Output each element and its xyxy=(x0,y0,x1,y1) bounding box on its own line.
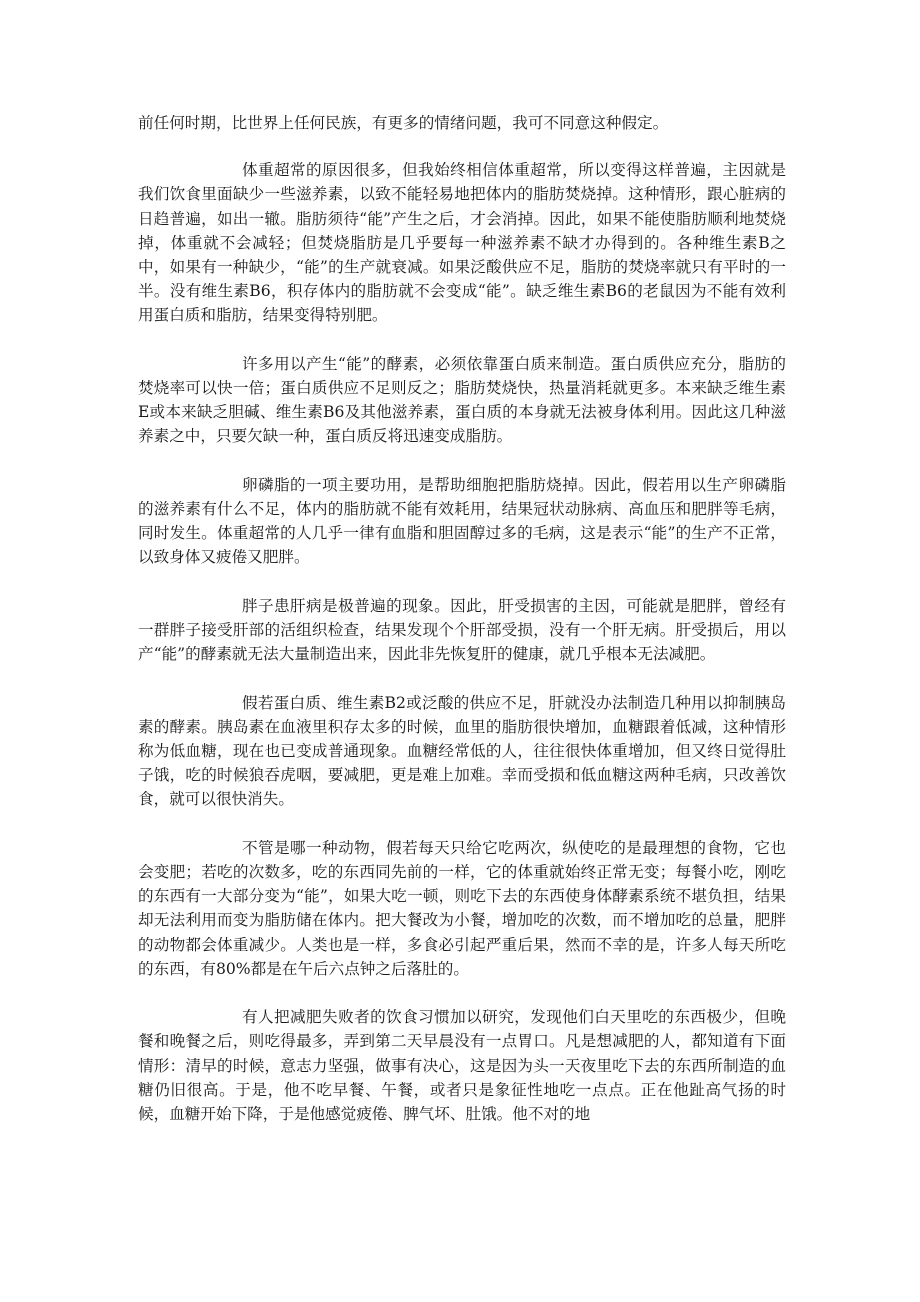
paragraph-1: 前任何时期，比世界上任何民族，有更多的情绪问题，我可不同意这种假定。 xyxy=(138,114,669,132)
paragraph-5: 胖子患肝病是极普遍的现象。因此，肝受损害的主因，可能就是肥胖，曾经有一群胖子接受肝部的活组织检查，结果发现个个肝部受损，没有一个肝无病。肝受损后，用以产“能”的酵素就无法大量制造出来，因此非先恢复肝的健康，就几乎根本无法减肥。 xyxy=(138,596,786,664)
paragraph-2: 体重超常的原因很多，但我始终相信体重超常，所以变得这样普遍，主因就是我们饮食里面缺少一些滋养素，以致不能轻易地把体内的脂肪焚烧掉。这种情形，跟心脏病的日趋普遍，如出一辙。脂肪须待“能”产生之后，才会消掉。因此，如果不能使脂肪顺利地焚烧掉，体重就不会减轻；但焚烧脂肪是几乎要每一种滋养素不缺才办得到的。各种维生素B之中，如果有一种缺少，“能”的生产就衰减。如果泛酸供应不足，脂肪的焚烧率就只有平时的一半。没有维生素B6，积存体内的脂肪就不会变成“能”。缺乏维生素B6的老鼠因为不能有效利用蛋白质和脂肪，结果变得特别肥。 xyxy=(138,161,786,325)
document-body xyxy=(138,111,786,1150)
paragraph-3: 许多用以产生“能”的酵素，必须依靠蛋白质来制造。蛋白质供应充分，脂肪的焚烧率可以快一倍；蛋白质供应不足则反之；脂肪焚烧快，热量消耗就更多。本来缺乏维生素E或本来缺乏胆碱、维生素B6及其他滋养素，蛋白质的本身就无法被身体利用。因此这几种滋养素之中，只要欠缺一种，蛋白质反将迅速变成脂肪。 xyxy=(138,354,786,446)
paragraph-8: 有人把减肥失败者的饮食习惯加以研究，发现他们白天里吃的东西极少，但晚餐和晚餐之后，则吃得最多，弄到第二天早晨没有一点胃口。凡是想减肥的人，都知道有下面情形：清早的时候，意志力坚强，做事有决心，这是因为头一天夜里吃下去的东西所制造的血糖仍旧很高。于是，他不吃早餐、午餐，或者只是象征性地吃一点点。正在他趾高气扬的时候，血糖开始下降，于是他感觉疲倦、脾气坏、肚饿。他不对的地 xyxy=(138,1008,786,1124)
paragraph-4: 卵磷脂的一项主要功用，是帮助细胞把脂肪烧掉。因此，假若用以生产卵磷脂的滋养素有什么不足，体内的脂肪就不能有效耗用，结果冠状动脉病、高血压和肥胖等毛病，同时发生。体重超常的人几乎一律有血脂和胆固醇过多的毛病，这是表示“能”的生产不正常，以致身体又疲倦又肥胖。 xyxy=(138,475,786,567)
paragraph-7: 不管是哪一种动物，假若每天只给它吃两次，纵使吃的是最理想的食物，它也会变肥；若吃的次数多，吃的东西同先前的一样，它的体重就始终正常无变；每餐小吃，刚吃的东西有一大部分变为“能”，如果大吃一顿，则吃下去的东西使身体酵素系统不堪负担，结果却无法利用而变为脂肪储在体内。把大餐改为小餐，增加吃的次数，而不增加吃的总量，肥胖的动物都会体重减少。人类也是一样，多食必引起严重后果，然而不幸的是，许多人每天所吃的东西，有80%都是在午后六点钟之后落肚的。 xyxy=(138,838,786,978)
paragraph-6: 假若蛋白质、维生素B2或泛酸的供应不足，肝就没办法制造几种用以抑制胰岛素的酵素。胰岛素在血液里积存太多的时候，血里的脂肪很快增加，血糖跟着低减，这种情形称为低血糖，现在也已变成普通现象。血糖经常低的人，往往很快体重增加，但又终日觉得肚子饿，吃的时候狼吞虎咽，要减肥，更是难上加难。幸而受损和低血糖这两种毛病，只改善饮食，就可以很快消失。 xyxy=(138,693,786,809)
